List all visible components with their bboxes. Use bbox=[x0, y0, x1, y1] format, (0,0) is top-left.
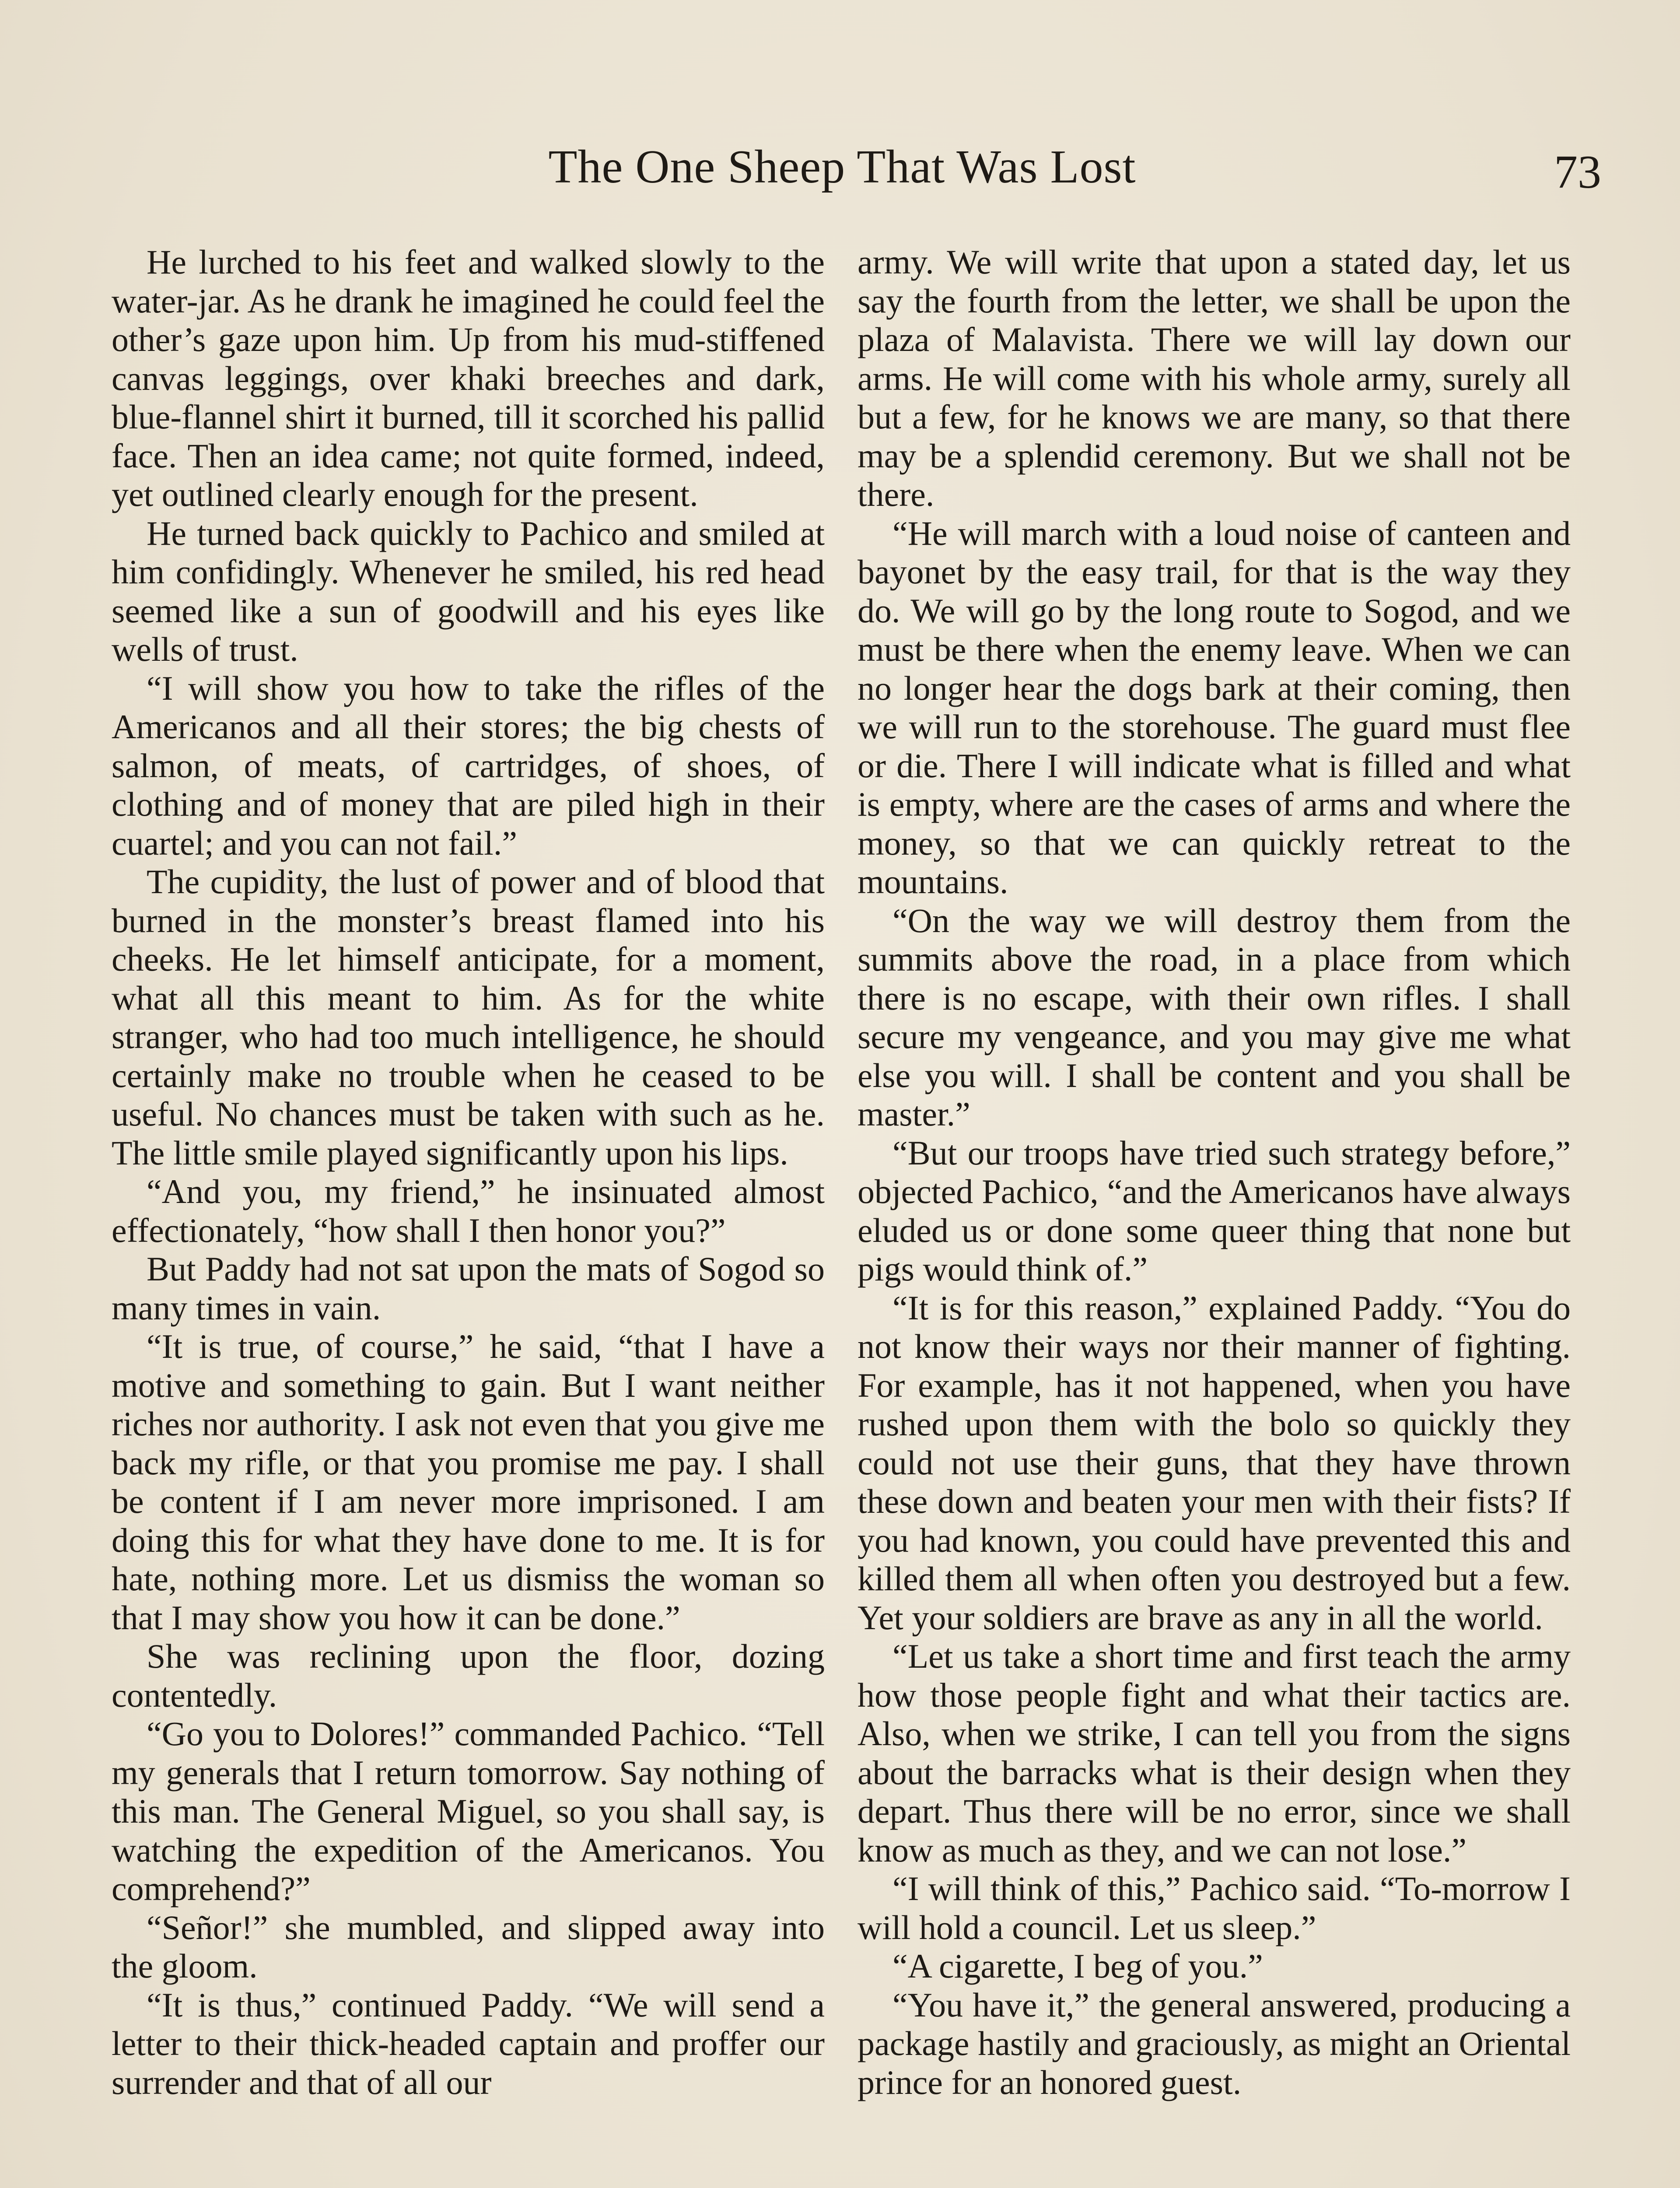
paragraph-continued: army. We will write that upon a stated day, let us say the fourth from the letter, we shall be upon the plaza of Malavista. There we will lay down our arms. He will come with his whole army, surely all but a few, for he knows we are many, so that there may be a splendid ceremony. But we shall not be there. bbox=[858, 243, 1571, 513]
paragraph: “It is thus,” continued Paddy. “We will send a letter to their thick-headed captain and proffer our surrender and that of all our bbox=[112, 1985, 825, 2101]
paragraph: “But our troops have tried such strategy before,” objected Pachico, “and the Americanos have always eluded us or done some queer thing that none but pigs would think of.” bbox=[858, 1133, 1571, 1288]
page-number: 73 bbox=[1554, 146, 1601, 198]
page-header bbox=[0, 140, 1680, 206]
paragraph: But Paddy had not sat upon the mats of Sogod so many times in vain. bbox=[112, 1250, 825, 1327]
paragraph: “He will march with a loud noise of canteen and bayonet by the easy trail, for that is the way they do. We will go by the long route to Sogod, and we must be there when the enemy leave. When we can no longer hear the dogs bark at their coming, then we will run to the storehouse. The guard must flee or die. There I will indicate what is filled and what is empty, where are the cases of arms and where the money, so that we can quickly retreat to the mountains. bbox=[858, 514, 1571, 901]
paragraph: “A cigarette, I beg of you.” bbox=[892, 1947, 1263, 1985]
paragraph: “On the way we will destroy them from the summits above the road, in a place from which there is no escape, with their own rifles. I shall secure my vengeance, and you may give me what else you will. I shall be content and you shall be master.” bbox=[858, 901, 1571, 1133]
paragraph: “Go you to Dolores!” commanded Pachico. “Tell my generals that I return tomorrow. Say nothing of this man. The General Miguel, so you shall say, is watching the expedition of the Americanos. You comprehend?” bbox=[112, 1715, 825, 1907]
paragraph: “You have it,” the general answered, producing a package hastily and graciously, as might an Oriental prince for an honored guest. bbox=[858, 1985, 1571, 2101]
paragraph: “It is for this reason,” explained Paddy. “You do not know their ways nor their manner of fighting. For example, has it not happened, when you have rushed upon them with the bolo so quickly they could not use their guns, that they have thrown these down and beaten your men with their fists? If you had known, you could have prevented this and killed them all when often you destroyed but a few. Yet your soldiers are brave as any in all the world. bbox=[858, 1288, 1571, 1637]
paragraph: “It is true, of course,” he said, “that I have a motive and something to gain. But I want neither riches nor authority. I ask not even that you give me back my rifle, or that you promise me pay. I shall be content if I am never more imprisoned. I am doing this for what they have done to me. It is for hate, nothing more. Let us dismiss the woman so that I may show you how it can be done.” bbox=[112, 1327, 825, 1637]
paragraph: He lurched to his feet and walked slowly to the water-jar. As he drank he imagined he could feel the other’s gaze upon him. Up from his mud-stiffened canvas leggings, over khaki breeches and dark, blue-flannel shirt it burned, till it scorched his pallid face. Then an idea came; not quite formed, indeed, yet outlined clearly enough for the present. bbox=[112, 243, 825, 513]
running-title: The One Sheep That Was Lost bbox=[548, 141, 1136, 193]
left-column bbox=[112, 243, 825, 2102]
paragraph: “I will think of this,” Pachico said. “To-morrow I will hold a council. Let us sleep.” bbox=[858, 1869, 1571, 1946]
paragraph: He turned back quickly to Pachico and smiled at him confidingly. Whenever he smiled, his red head seemed like a sun of goodwill and his eyes like wells of trust. bbox=[112, 514, 825, 668]
paragraph: She was reclining upon the floor, dozing contentedly. bbox=[112, 1637, 825, 1714]
paragraph: “Señor!” she mumbled, and slipped away into the gloom. bbox=[112, 1908, 825, 1985]
paragraph: “I will show you how to take the rifles of the Americanos and all their stores; the big chests of salmon, of meats, of cartridges, of shoes, of clothing and of money that are piled high in their cuartel; and you can not fail.” bbox=[112, 669, 825, 862]
paragraph: “Let us take a short time and first teach the army how those people fight and what their tactics are. Also, when we strike, I can tell you from the signs about the barracks what is their design when they depart. Thus there will be no error, since we shall know as much as they, and we can not lose.” bbox=[858, 1637, 1571, 1869]
right-column bbox=[858, 243, 1571, 2102]
paragraph: The cupidity, the lust of power and of blood that burned in the monster’s breast flamed into his cheeks. He let himself anticipate, for a moment, what all this meant to him. As for the white stranger, who had too much intelligence, he should certainly make no trouble when he ceased to be useful. No chances must be taken with such as he. The little smile played significantly upon his lips. bbox=[112, 863, 825, 1172]
paragraph: “And you, my friend,” he insinuated almost effectionately, “how shall I then honor you?” bbox=[112, 1172, 825, 1249]
